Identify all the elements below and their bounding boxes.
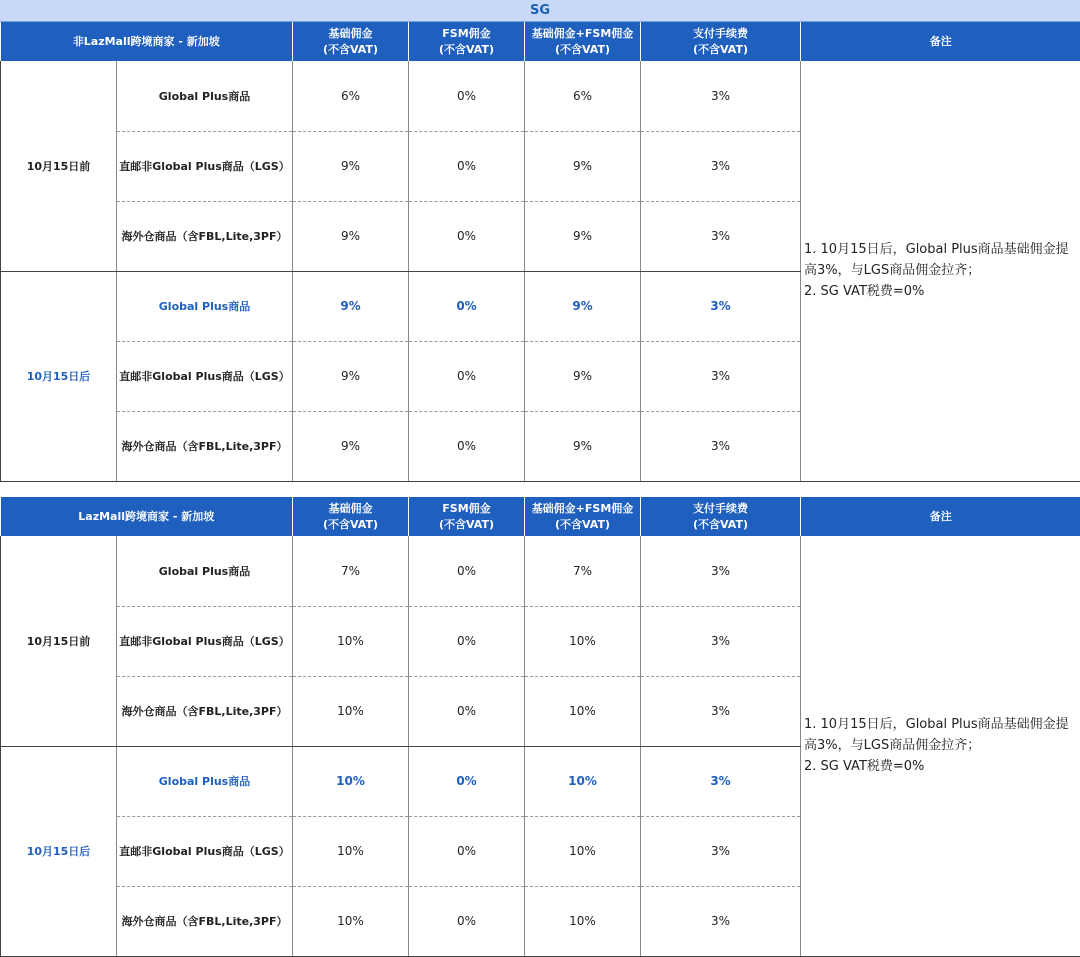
payment-fee-cell: 3% bbox=[641, 341, 801, 411]
payment-fee-cell: 3% bbox=[641, 816, 801, 886]
period-before-label: 10月15日前 bbox=[1, 61, 117, 271]
base-commission-cell: 6% bbox=[293, 61, 409, 131]
payment-fee-cell: 3% bbox=[641, 536, 801, 606]
base-commission-cell: 9% bbox=[293, 201, 409, 271]
base-commission-cell: 7% bbox=[293, 536, 409, 606]
product-type-cell: Global Plus商品 bbox=[117, 271, 293, 341]
sum-commission-cell: 9% bbox=[525, 201, 641, 271]
period-before-label: 10月15日前 bbox=[1, 536, 117, 746]
sum-commission-cell: 10% bbox=[525, 676, 641, 746]
product-type-cell: 直邮非Global Plus商品（LGS） bbox=[117, 606, 293, 676]
base-commission-cell: 10% bbox=[293, 606, 409, 676]
sum-commission-cell: 10% bbox=[525, 606, 641, 676]
fsm-commission-cell: 0% bbox=[409, 536, 525, 606]
table-header-row bbox=[1, 497, 1080, 536]
payment-fee-cell: 3% bbox=[641, 201, 801, 271]
product-type-cell: 海外仓商品（含FBL,Lite,3PF） bbox=[117, 411, 293, 481]
notes-cell bbox=[801, 536, 1080, 956]
base-commission-cell: 9% bbox=[293, 411, 409, 481]
base-commission-header: 基础佣金 (不含VAT) bbox=[293, 22, 409, 61]
merchant-type-header: LazMall跨境商家 - 新加坡 bbox=[1, 497, 293, 536]
merchant-type-header: 非LazMall跨境商家 - 新加坡 bbox=[1, 22, 293, 61]
payment-fee-cell: 3% bbox=[641, 411, 801, 481]
fsm-commission-cell: 0% bbox=[409, 411, 525, 481]
sum-commission-cell: 6% bbox=[525, 61, 641, 131]
payment-fee-cell: 3% bbox=[641, 131, 801, 201]
base-commission-cell: 9% bbox=[293, 341, 409, 411]
sum-commission-cell: 9% bbox=[525, 271, 641, 341]
fsm-commission-cell: 0% bbox=[409, 816, 525, 886]
product-type-cell: Global Plus商品 bbox=[117, 61, 293, 131]
base-commission-cell: 10% bbox=[293, 886, 409, 956]
sum-commission-cell: 10% bbox=[525, 746, 641, 816]
note-line: 2. SG VAT税费=0% bbox=[804, 756, 1077, 777]
period-after-label: 10月15日后 bbox=[1, 271, 117, 481]
note-line: 1. 10月15日后，Global Plus商品基础佣金提高3%，与LGS商品佣金拉齐； bbox=[804, 239, 1077, 281]
notes-header: 备注 bbox=[801, 497, 1080, 536]
sum-commission-cell: 9% bbox=[525, 131, 641, 201]
fsm-commission-cell: 0% bbox=[409, 606, 525, 676]
product-type-cell: 海外仓商品（含FBL,Lite,3PF） bbox=[117, 886, 293, 956]
product-type-cell: 直邮非Global Plus商品（LGS） bbox=[117, 131, 293, 201]
base-commission-cell: 9% bbox=[293, 131, 409, 201]
product-type-cell: 海外仓商品（含FBL,Lite,3PF） bbox=[117, 201, 293, 271]
product-type-cell: 直邮非Global Plus商品（LGS） bbox=[117, 816, 293, 886]
payment-fee-cell: 3% bbox=[641, 746, 801, 816]
sum-commission-cell: 9% bbox=[525, 341, 641, 411]
fsm-commission-header: FSM佣金 (不含VAT) bbox=[409, 22, 525, 61]
table-header-row bbox=[1, 22, 1080, 61]
fsm-commission-cell: 0% bbox=[409, 676, 525, 746]
base-commission-cell: 10% bbox=[293, 816, 409, 886]
notes-cell bbox=[801, 61, 1080, 481]
sum-commission-cell: 9% bbox=[525, 411, 641, 481]
base-commission-header: 基础佣金 (不含VAT) bbox=[293, 497, 409, 536]
note-line: 2. SG VAT税费=0% bbox=[804, 281, 1077, 302]
payment-fee-cell: 3% bbox=[641, 606, 801, 676]
sum-commission-cell: 7% bbox=[525, 536, 641, 606]
product-type-cell: Global Plus商品 bbox=[117, 746, 293, 816]
fsm-commission-cell: 0% bbox=[409, 201, 525, 271]
payment-fee-header: 支付手续费 (不含VAT) bbox=[641, 22, 801, 61]
payment-fee-cell: 3% bbox=[641, 676, 801, 746]
payment-fee-header: 支付手续费 (不含VAT) bbox=[641, 497, 801, 536]
fsm-commission-cell: 0% bbox=[409, 746, 525, 816]
period-after-label: 10月15日后 bbox=[1, 746, 117, 956]
product-type-cell: 海外仓商品（含FBL,Lite,3PF） bbox=[117, 676, 293, 746]
base-commission-cell: 10% bbox=[293, 676, 409, 746]
notes-header: 备注 bbox=[801, 22, 1080, 61]
base-commission-cell: 9% bbox=[293, 271, 409, 341]
fsm-commission-cell: 0% bbox=[409, 131, 525, 201]
region-title: SG bbox=[0, 0, 1080, 22]
product-type-cell: Global Plus商品 bbox=[117, 536, 293, 606]
commission-table-non-lazmall bbox=[0, 22, 1080, 482]
fsm-commission-cell: 0% bbox=[409, 886, 525, 956]
payment-fee-cell: 3% bbox=[641, 61, 801, 131]
sum-commission-cell: 10% bbox=[525, 886, 641, 956]
sum-commission-cell: 10% bbox=[525, 816, 641, 886]
payment-fee-cell: 3% bbox=[641, 886, 801, 956]
sum-commission-header: 基础佣金+FSM佣金 (不含VAT) bbox=[525, 22, 641, 61]
fsm-commission-header: FSM佣金 (不含VAT) bbox=[409, 497, 525, 536]
fsm-commission-cell: 0% bbox=[409, 271, 525, 341]
payment-fee-cell: 3% bbox=[641, 271, 801, 341]
base-commission-cell: 10% bbox=[293, 746, 409, 816]
table-row bbox=[1, 536, 1080, 606]
fsm-commission-cell: 0% bbox=[409, 61, 525, 131]
table-row bbox=[1, 61, 1080, 131]
sum-commission-header: 基础佣金+FSM佣金 (不含VAT) bbox=[525, 497, 641, 536]
commission-table-lazmall bbox=[0, 497, 1080, 957]
note-line: 1. 10月15日后，Global Plus商品基础佣金提高3%，与LGS商品佣金拉齐； bbox=[804, 714, 1077, 756]
product-type-cell: 直邮非Global Plus商品（LGS） bbox=[117, 341, 293, 411]
fsm-commission-cell: 0% bbox=[409, 341, 525, 411]
